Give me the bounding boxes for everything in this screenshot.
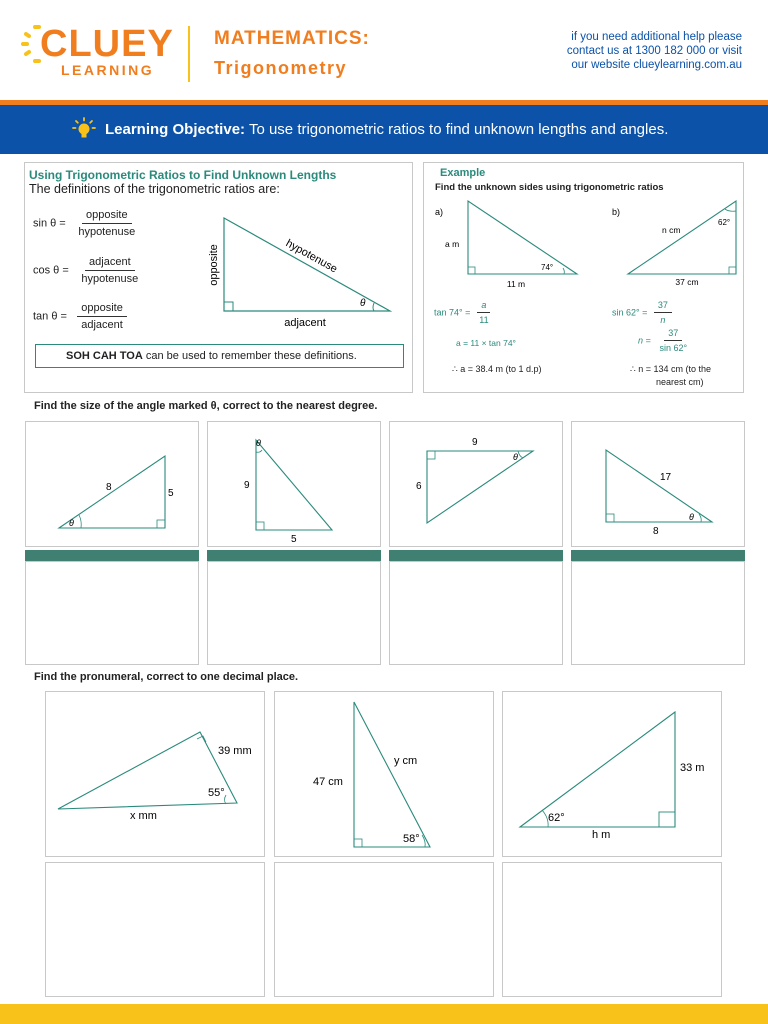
- example-panel: [423, 162, 744, 393]
- example-b-step-denominator: sin 62°: [659, 343, 688, 353]
- section1-q4-triangle: [572, 422, 746, 548]
- section2-question-1: [45, 691, 265, 857]
- example-b-step: [638, 328, 693, 353]
- example-a-angle: 74°: [541, 263, 554, 272]
- logo-cluey: CLUEY: [40, 23, 174, 65]
- section2-q3-angle: 62°: [548, 812, 565, 824]
- cos-denominator: hypotenuse: [81, 273, 139, 285]
- example-b-result-line-1: ∴ n = 134 cm (to the: [630, 364, 712, 374]
- logo-learning: LEARNING: [61, 62, 155, 78]
- tan-numerator: opposite: [77, 302, 127, 317]
- label-adjacent: adjacent: [284, 317, 326, 329]
- example-a-eq-numerator: a: [477, 300, 490, 313]
- example-subtitle: Find the unknown sides using trigonometric ratios: [435, 182, 664, 193]
- section2-answer-box-3[interactable]: [502, 862, 722, 997]
- example-a-eq-fraction: [473, 300, 495, 325]
- section1-q4-theta: θ: [689, 512, 694, 522]
- section2-q1-angle: 55°: [208, 787, 225, 799]
- example-b-eq-lhs: sin 62° =: [612, 307, 648, 318]
- example-b-angle: 62°: [718, 218, 731, 227]
- section1-instruction: Find the size of the angle marked θ, correct to the nearest degree.: [34, 400, 378, 412]
- example-a-equation: [434, 300, 495, 325]
- subject-title: MATHEMATICS:: [214, 28, 370, 49]
- section2-answer-box-1[interactable]: [45, 862, 265, 997]
- section1-answer-box-3[interactable]: [389, 561, 563, 665]
- section2-q3-triangle: [503, 692, 723, 858]
- section1-q4-side-b: 8: [653, 526, 659, 537]
- section2-q2-angle: 58°: [403, 833, 420, 845]
- label-opposite: opposite: [208, 244, 220, 286]
- example-b-step-lhs: n =: [638, 335, 651, 346]
- right-angle-marker: [224, 302, 233, 311]
- label-hypotenuse: hypotenuse: [283, 237, 340, 276]
- section2-q3-unknown: h m: [592, 829, 611, 841]
- section1-question-2: [207, 421, 381, 547]
- section2-q2-triangle: [275, 692, 495, 858]
- cos-numerator: adjacent: [85, 256, 135, 271]
- section1-q1-theta: θ: [69, 518, 74, 528]
- lightbulb-icon: [72, 117, 96, 141]
- soh-cah-toa-note: [35, 344, 404, 368]
- definitions-panel: [24, 162, 413, 393]
- section1-q2-triangle: [208, 422, 382, 548]
- section2-q1-triangle: [46, 692, 266, 858]
- section1-answer-box-2[interactable]: [207, 561, 381, 665]
- section2-q2-side: 47 cm: [313, 776, 343, 788]
- section1-q4-side-a: 17: [660, 472, 672, 483]
- section1-q1-side-a: 8: [106, 482, 112, 493]
- section2-q1-side: 39 mm: [218, 745, 252, 757]
- example-b-step-fraction: [653, 328, 693, 353]
- section1-q3-side-a: 9: [472, 437, 478, 448]
- section2-answer-box-2[interactable]: [274, 862, 494, 997]
- section1-answer-bar-3: [389, 550, 563, 561]
- example-title: Example: [440, 167, 486, 179]
- example-a-side: a m: [445, 239, 460, 249]
- objective-text: [105, 121, 668, 138]
- example-b-equation: [612, 300, 676, 325]
- example-b-eq-fraction: [650, 300, 676, 325]
- definitions-intro: The definitions of the trigonometric ratios are:: [29, 182, 280, 196]
- example-a-eq-denominator: 11: [479, 315, 489, 325]
- section2-q3-side: 33 m: [680, 762, 705, 774]
- section2-question-3: [502, 691, 722, 857]
- help-line-1: if you need additional help please: [571, 31, 742, 43]
- example-b-result-line-2: nearest cm): [656, 377, 704, 387]
- example-a-right-angle: [468, 267, 475, 274]
- section1-q1-side-b: 5: [168, 488, 174, 499]
- example-a-label: a): [435, 207, 444, 217]
- example-b-base: 37 cm: [675, 277, 699, 287]
- example-b-label: b): [612, 207, 621, 217]
- section1-q2-side-b: 5: [291, 534, 297, 545]
- objective-body: To use trigonometric ratios to find unknown lengths and angles.: [248, 121, 669, 138]
- example-a-triangle: [468, 201, 577, 274]
- sin-denominator: hypotenuse: [78, 226, 136, 238]
- help-line-2: contact us at 1300 182 000 or visit: [566, 45, 742, 57]
- section2-q1-unknown: x mm: [130, 810, 157, 822]
- example-a-angle-arc: [563, 268, 564, 274]
- objective-label: Learning Objective:: [105, 121, 246, 138]
- sin-lhs: sin θ =: [33, 217, 66, 230]
- example-a-result: ∴ a = 38.4 m (to 1 d.p): [452, 364, 542, 374]
- soh-cah-toa-text: can be used to remember these definitions.: [142, 350, 357, 362]
- example-b-step-numerator: 37: [664, 328, 682, 341]
- tan-lhs: tan θ =: [33, 310, 67, 323]
- section1-answer-box-4[interactable]: [571, 561, 745, 665]
- sin-numerator: opposite: [82, 209, 132, 224]
- help-line-3: our website clueylearning.com.au: [571, 59, 742, 71]
- tan-denominator: adjacent: [81, 319, 123, 331]
- section1-question-4: [571, 421, 745, 547]
- section1-answer-bar-4: [571, 550, 745, 561]
- section1-q2-side-a: 9: [244, 480, 250, 491]
- example-a-eq-lhs: tan 74° =: [434, 307, 471, 318]
- example-a-step: a = 11 × tan 74°: [456, 338, 516, 348]
- objective-banner: [0, 105, 768, 154]
- example-b-side: n cm: [662, 225, 681, 235]
- section1-q3-triangle: [390, 422, 564, 548]
- section2-instruction: Find the pronumeral, correct to one decimal place.: [34, 671, 299, 683]
- example-b-right-angle: [729, 267, 736, 274]
- topic-title: Trigonometry: [214, 58, 348, 78]
- section1-q2-theta: θ: [256, 438, 261, 448]
- example-b-eq-denominator: n: [660, 315, 666, 325]
- theta-arc: [373, 303, 374, 311]
- section1-question-3: [389, 421, 563, 547]
- example-b-result: [630, 363, 711, 389]
- section1-q3-side-b: 6: [416, 481, 422, 492]
- section2-q2-unknown: y cm: [394, 755, 418, 767]
- cos-lhs: cos θ =: [33, 264, 69, 277]
- label-theta: θ: [360, 298, 366, 309]
- help-text: [500, 30, 742, 72]
- section2-question-2: [274, 691, 494, 857]
- section1-q3-theta: θ: [513, 452, 518, 462]
- section1-answer-bar-2: [207, 550, 381, 561]
- example-a-base: 11 m: [506, 279, 526, 289]
- section1-question-1: [25, 421, 199, 547]
- section1-answer-bar-1: [25, 550, 199, 561]
- section1-answer-box-1[interactable]: [25, 561, 199, 665]
- example-b-angle-arc: [725, 209, 736, 211]
- example-b-eq-numerator: 37: [654, 300, 672, 313]
- example-b-triangle: [628, 201, 736, 274]
- soh-cah-toa-label: SOH CAH TOA: [66, 350, 143, 362]
- section1-q1-triangle: [26, 422, 200, 548]
- header-divider: [188, 26, 190, 82]
- definitions-title: Using Trigonometric Ratios to Find Unknown Lengths: [29, 168, 337, 182]
- footer-bar: [0, 1004, 768, 1024]
- example-triangles: [424, 163, 745, 394]
